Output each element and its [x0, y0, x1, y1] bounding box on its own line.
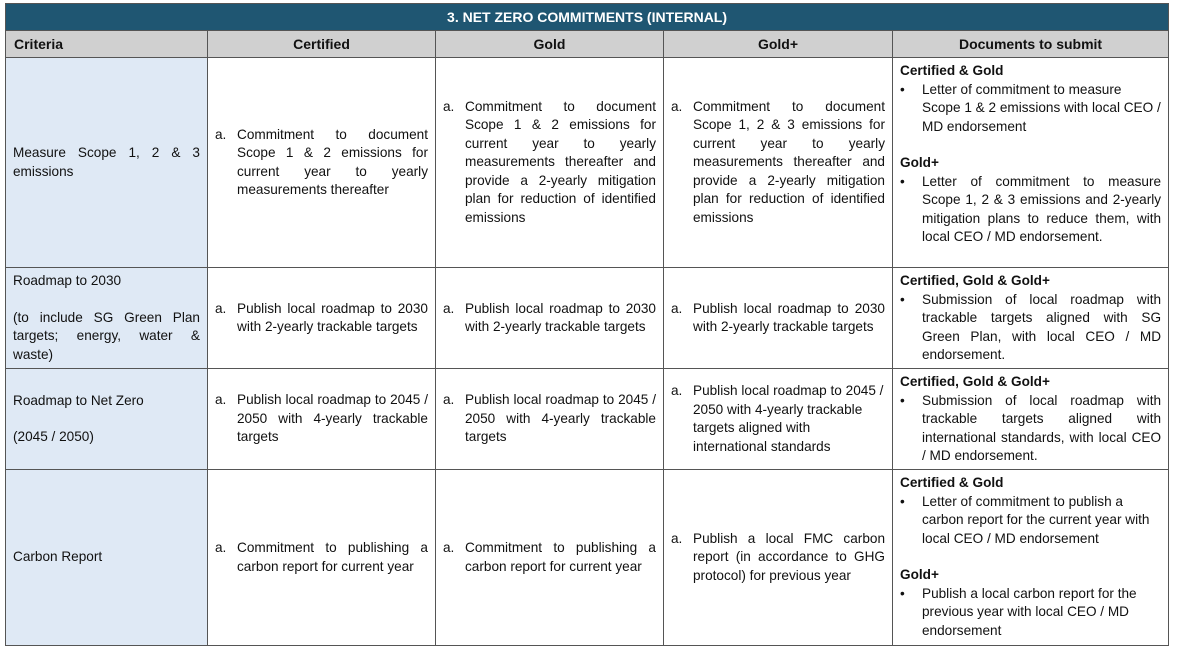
requirement-text: Commitment to document Scope 1, 2 & 3 emissions for current year to yearly measurements thereafter and provide a 2-yearly mitigation plan for reduction of identified emissions	[693, 98, 885, 225]
gold-cell	[436, 369, 664, 470]
doc-heading: Certified, Gold & Gold+	[900, 273, 1050, 288]
table-row	[6, 268, 1169, 369]
list-marker: a.	[215, 300, 227, 316]
requirement-text: Publish local roadmap to 2030 with 2-yearly trackable targets	[693, 300, 885, 334]
requirement-text: Commitment to document Scope 1 & 2 emissions for current year to yearly measurements thereafter	[237, 126, 428, 197]
requirement-text: Publish local roadmap to 2030 with 2-yearly trackable targets	[237, 300, 428, 334]
bullet: •	[900, 173, 905, 189]
requirement-text: Commitment to publishing a carbon report for current year	[237, 540, 428, 574]
criteria-text: Carbon Report	[13, 549, 103, 565]
documents-cell	[893, 58, 1169, 268]
certified-cell	[208, 470, 436, 646]
doc-text: Submission of local roadmap with trackable targets aligned with international standards, with local CEO / MD endorsement.	[922, 392, 1162, 463]
certified-cell	[208, 58, 436, 268]
bullet: •	[900, 392, 905, 408]
header-criteria: Criteria	[6, 31, 208, 58]
requirement-text: Publish local roadmap to 2045 / 2050 with 4-yearly trackable targets aligned with international standards	[693, 383, 884, 454]
gold-cell	[436, 470, 664, 646]
gold-plus-cell	[664, 369, 893, 470]
table-row	[6, 58, 1169, 268]
list-marker: a.	[671, 530, 683, 546]
criteria-cell	[6, 268, 208, 369]
doc-heading: Gold+	[900, 567, 939, 582]
list-marker: a.	[671, 98, 683, 114]
list-marker: a.	[215, 126, 227, 142]
criteria-text: Measure Scope 1, 2 & 3 emissions	[13, 145, 200, 179]
gold-plus-cell	[664, 470, 893, 646]
requirement-text: Publish local roadmap to 2045 / 2050 with 4-yearly trackable targets	[465, 392, 656, 445]
doc-text: Publish a local carbon report for the previous year with local CEO / MD endorsement	[922, 585, 1137, 638]
documents-cell	[893, 268, 1169, 369]
list-marker: a.	[443, 392, 455, 408]
bullet: •	[900, 291, 905, 307]
requirement-text: Publish a local FMC carbon report (in accordance to GHG protocol) for previous year	[693, 530, 885, 583]
list-marker: a.	[443, 98, 455, 114]
requirement-text: Commitment to publishing a carbon report for current year	[465, 540, 656, 574]
criteria-text: Roadmap to 2030	[13, 273, 122, 288]
doc-heading: Certified & Gold	[900, 475, 1004, 490]
criteria-text: Roadmap to Net Zero	[13, 392, 144, 408]
doc-heading: Certified, Gold & Gold+	[900, 374, 1050, 389]
documents-cell	[893, 369, 1169, 470]
gold-plus-cell	[664, 268, 893, 369]
doc-text: Letter of commitment to measure Scope 1 & 2 emissions with local CEO / MD endorsement	[922, 81, 1161, 134]
list-marker: a.	[443, 540, 455, 555]
bullet: •	[900, 585, 905, 601]
criteria-note: (2045 / 2050)	[13, 429, 94, 444]
gold-cell	[436, 58, 664, 268]
header-documents: Documents to submit	[893, 31, 1169, 58]
bullet: •	[900, 493, 905, 509]
doc-heading: Gold+	[900, 155, 939, 170]
table-row	[6, 470, 1169, 646]
list-marker: a.	[215, 392, 227, 408]
list-marker: a.	[671, 383, 683, 398]
header-gold-plus: Gold+	[664, 31, 893, 58]
doc-text: Submission of local roadmap with trackable targets aligned with SG Green Plan, with local CEO / MD endorsement.	[922, 291, 1162, 362]
doc-text: Letter of commitment to publish a carbon report for the current year with local CEO / MD endorsement	[922, 493, 1150, 546]
gold-plus-cell	[664, 58, 893, 268]
list-marker: a.	[443, 300, 455, 316]
net-zero-commitments-table-wrapper	[5, 3, 1168, 646]
table-title: 3. NET ZERO COMMITMENTS (INTERNAL)	[6, 4, 1169, 31]
doc-heading: Certified & Gold	[900, 63, 1004, 78]
requirement-text: Publish local roadmap to 2045 / 2050 with 4-yearly trackable targets	[237, 392, 428, 445]
criteria-cell	[6, 470, 208, 646]
table-row	[6, 369, 1169, 470]
criteria-cell	[6, 58, 208, 268]
bullet: •	[900, 81, 905, 97]
documents-cell	[893, 470, 1169, 646]
requirement-text: Commitment to document Scope 1 & 2 emissions for current year to yearly measurements thereafter and provide a 2-yearly mitigation plan for reduction of identified emissions	[465, 98, 656, 225]
header-certified: Certified	[208, 31, 436, 58]
header-gold: Gold	[436, 31, 664, 58]
list-marker: a.	[671, 300, 683, 316]
certified-cell	[208, 268, 436, 369]
doc-text: Letter of commitment to measure Scope 1, 2 & 3 emissions and 2-yearly mitigation plans to reduce them, with local CEO / MD endorsement.	[922, 173, 1162, 244]
criteria-cell	[6, 369, 208, 470]
criteria-note: (to include SG Green Plan targets; energy, water & waste)	[13, 309, 200, 362]
net-zero-commitments-table	[5, 3, 1169, 646]
list-marker: a.	[215, 540, 227, 555]
certified-cell	[208, 369, 436, 470]
requirement-text: Publish local roadmap to 2030 with 2-yearly trackable targets	[465, 300, 656, 334]
gold-cell	[436, 268, 664, 369]
header-row	[6, 31, 1169, 58]
